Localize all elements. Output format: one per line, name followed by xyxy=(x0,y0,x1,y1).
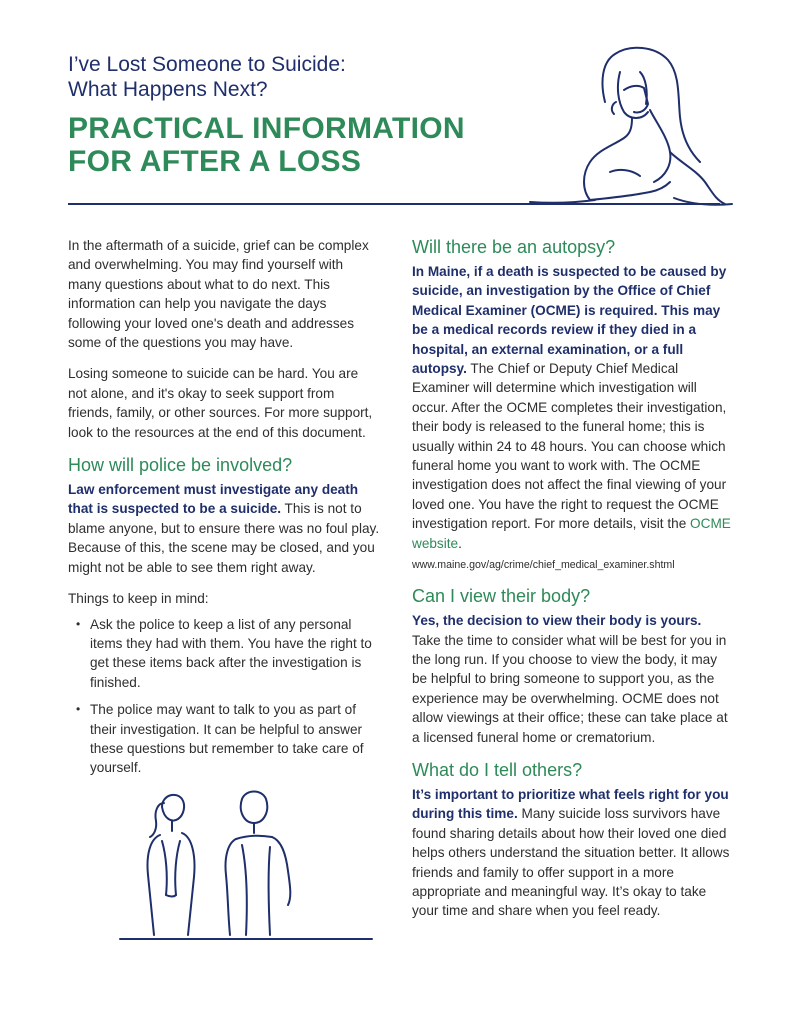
tell-others-lead: It’s important to prioritize what feels right for you during this time. xyxy=(412,786,729,822)
two-people-illustration xyxy=(110,785,380,945)
view-body-body: Take the time to consider what will be best for you in the long run. If you choose to view the body, it may be helpful to bring someone to support you, as the experience may be overwhelming. OCME does not allow viewings at their office; these can take place at a licensed funeral home or crematorium. xyxy=(412,632,728,745)
autopsy-heading: Will there be an autopsy? xyxy=(412,237,616,257)
autopsy-lead: In Maine, if a death is suspected to be caused by suicide, an investigation by the Office of Chief Medical Examiner (OCME) is required. This may be a medical records review if they died in a hospital, an external examination, or a full autopsy. xyxy=(412,264,727,377)
title-line-1: PRACTICAL INFORMATION xyxy=(68,112,465,145)
bullet-text: Ask the police to keep a list of any personal items they had with them. You have the right to get these items back after the investigation is finished. xyxy=(90,616,372,690)
subtitle-line-2: What Happens Next? xyxy=(68,78,268,101)
ocme-website-link[interactable]: OCME website xyxy=(412,516,731,551)
police-paragraph xyxy=(68,480,380,577)
autopsy-end: . xyxy=(458,535,462,551)
tell-others-body: Many suicide loss survivors have found sharing details about how their loved one died helps others understand the situation better. It allows friends and family to offer support in a more appropriate and meaningful way. It’s okay to take your time and share when you feel ready. xyxy=(412,806,730,919)
grieving-woman-illustration xyxy=(520,42,735,212)
view-body-paragraph xyxy=(412,611,732,747)
tell-others-heading: What do I tell others? xyxy=(412,759,583,780)
view-body-heading: Can I view their body? xyxy=(412,586,591,607)
header-divider xyxy=(68,203,720,205)
right-column xyxy=(412,236,732,933)
title-line-2: FOR AFTER A LOSS xyxy=(68,145,362,178)
document-subtitle xyxy=(68,52,448,102)
autopsy-body: The Chief or Deputy Chief Medical Examiner will determine which investigation will occur. After the OCME completes their investigation, their body is released to the funeral home; this is usually within 24 to 48 hours. You can choose which funeral home you want to work with. The OCME investigation does not affect the final viewing of your loved one. You have the right to request the OCME investigation report. For more details, visit the xyxy=(412,361,727,532)
list-item xyxy=(68,700,380,778)
list-item xyxy=(68,615,380,693)
bullet-icon: • xyxy=(76,616,81,631)
view-body-lead: Yes, the decision to view their body is yours. xyxy=(412,613,702,629)
police-bullet-list xyxy=(68,615,380,778)
police-heading: How will police be involved? xyxy=(68,455,293,476)
left-column xyxy=(68,236,380,786)
autopsy-paragraph xyxy=(412,262,732,553)
keep-in-mind-label: Things to keep in mind: xyxy=(68,591,209,607)
document-title xyxy=(68,112,528,178)
ocme-url: www.maine.gov/ag/crime/chief_medical_examiner.shtml xyxy=(412,559,675,572)
tell-others-paragraph xyxy=(412,785,732,921)
intro-paragraph-1: In the aftermath of a suicide, grief can be complex and overwhelming. You may find yourself with many questions about what to do next. This information can help you navigate the days following your loved one's death and addresses some of the questions you may have. xyxy=(68,238,369,351)
intro-paragraph-2: Losing someone to suicide can be hard. You are not alone, and it's okay to seek support from friends, family, or other sources. For more support, look to the resources at the end of this document. xyxy=(68,366,373,440)
bullet-icon: • xyxy=(76,702,81,717)
bullet-text: The police may want to talk to you as part of their investigation. It can be helpful to answer these questions but remember to take care of yourself. xyxy=(90,702,364,776)
police-body: This is not to blame anyone, but to ensure there was no foul play. Because of this, the scene may be closed, and you might not be able to see them right away. xyxy=(68,501,380,575)
subtitle-line-1: I’ve Lost Someone to Suicide: xyxy=(68,53,346,76)
police-lead: Law enforcement must investigate any death that is suspected to be a suicide. xyxy=(68,482,359,517)
